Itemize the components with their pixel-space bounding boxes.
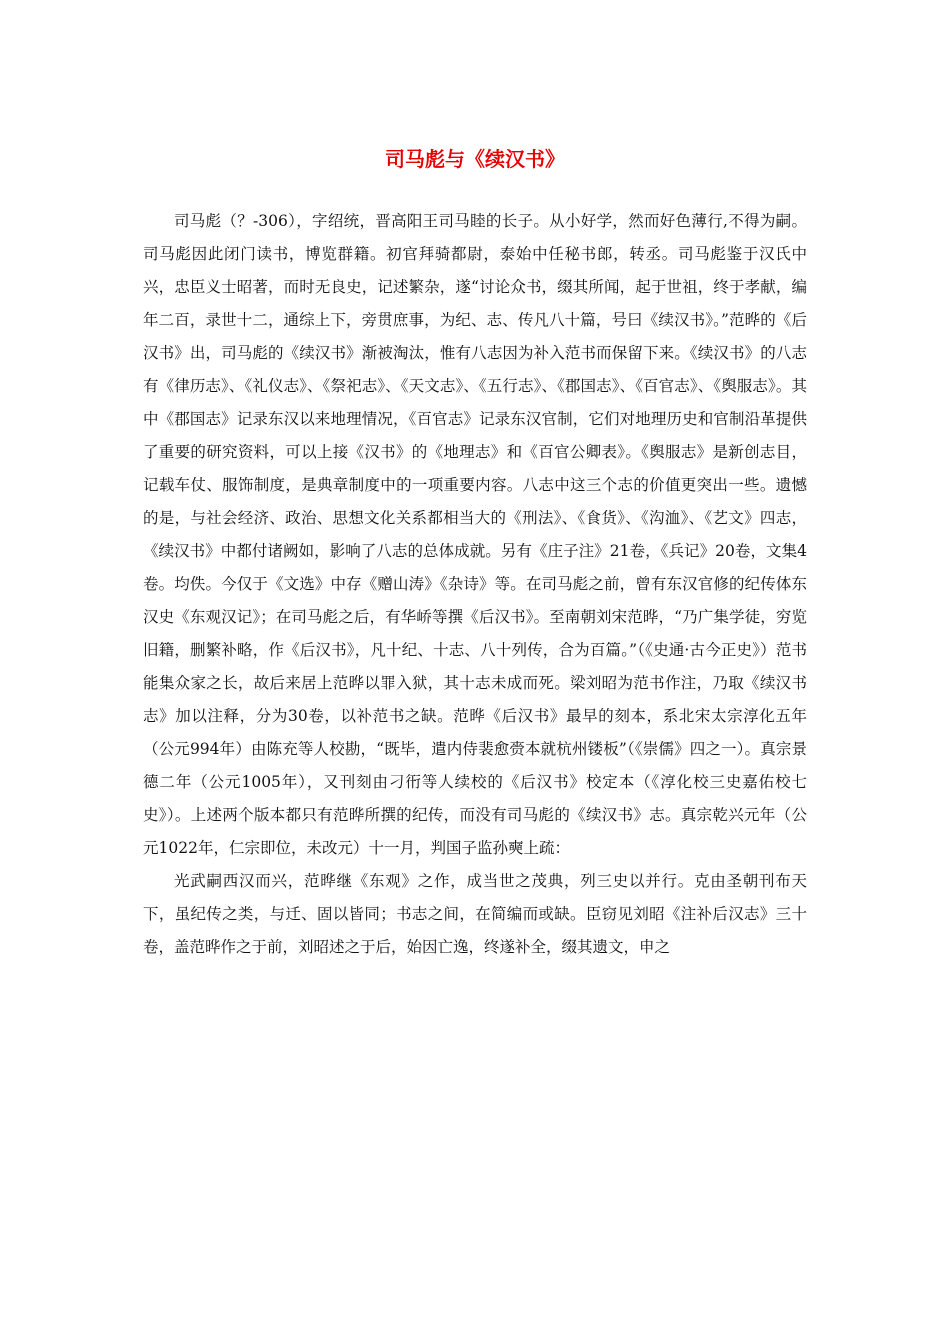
paragraph-2: 光武嗣西汉而兴，范晔继《东观》之作，成当世之茂典，列三史以并行。克由圣朝刊布天下，虽纪传之类，与迁、固以皆同；书志之间，在简编而或缺。臣窃见刘昭《注补后汉志》三十卷，盖范晔作之于前，刘昭述之于后，始因亡逸，终遂补全，缀其遗文，申之 bbox=[143, 872, 807, 956]
document-title: 司马彪与《续汉书》 bbox=[385, 147, 565, 171]
document-body bbox=[143, 205, 807, 964]
paragraph-1: 司马彪（？-306），字绍统，晋高阳王司马睦的长子。从小好学，然而好色薄行,不得为嗣。司马彪因此闭门读书，博览群籍。初官拜骑都尉，泰始中任秘书郎，转丞。司马彪鉴于汉氏中兴，忠臣义士昭著，而时无良史，记述繁杂，遂“讨论众书，缀其所闻，起于世祖，终于孝献，编年二百，录世十二，通综上下，旁贯庶事，为纪、志、传凡八十篇，号曰《续汉书》。”范晔的《后汉书》出，司马彪的《续汉书》渐被淘汰，惟有八志因为补入范书而保留下来。《续汉书》的八志有《律历志》、《礼仪志》、《祭祀志》、《天文志》、《五行志》、《郡国志》、《百官志》、《舆服志》。其中《郡国志》记录东汉以来地理情况，《百官志》记录东汉官制，它们对地理历史和官制沿革提供了重要的研究资料，可以上接《汉书》的《地理志》和《百官公卿表》。《舆服志》是新创志目，记载车仗、服饰制度，是典章制度中的一项重要内容。八志中这三个志的价值更突出一些。遗憾的是，与社会经济、政治、思想文化关系都相当大的《刑法》、《食货》、《沟洫》、《艺文》四志，《续汉书》中都付诸阙如，影响了八志的总体成就。另有《庄子注》21卷，《兵记》20卷，文集4卷。均佚。今仅于《文选》中存《赠山涛》《杂诗》等。在司马彪之前，曾有东汉官修的纪传体东汉史《东观汉记》；在司马彪之后，有华峤等撰《后汉书》。至南朝刘宋范晔，“乃广集学徒，穷览旧籍，删繁补略，作《后汉书》，凡十纪、十志、八十列传，合为百篇。”（《史通·古今正史》）范书能集众家之长，故后来居上范晔以罪入狱，其十志未成而死。梁刘昭为范书作注，乃取《续汉书志》加以注释，分为30卷，以补范书之缺。范晔《后汉书》最早的刻本，系北宋太宗淳化五年（公元994年）由陈充等人校勘，“既毕，遣内侍裴愈赍本就杭州镂板”（《崇儒》四之一）。真宗景德二年（公元1005年），又刊刻由刁衎等人续校的《后汉书》校定本（《淳化校三史嘉佑校七史》）。上述两个版本都只有范晔所撰的纪传，而没有司马彪的《续汉书》志。真宗乾兴元年（公元1022年，仁宗即位，未改元）十一月，判国子监孙奭上疏： bbox=[143, 212, 807, 857]
